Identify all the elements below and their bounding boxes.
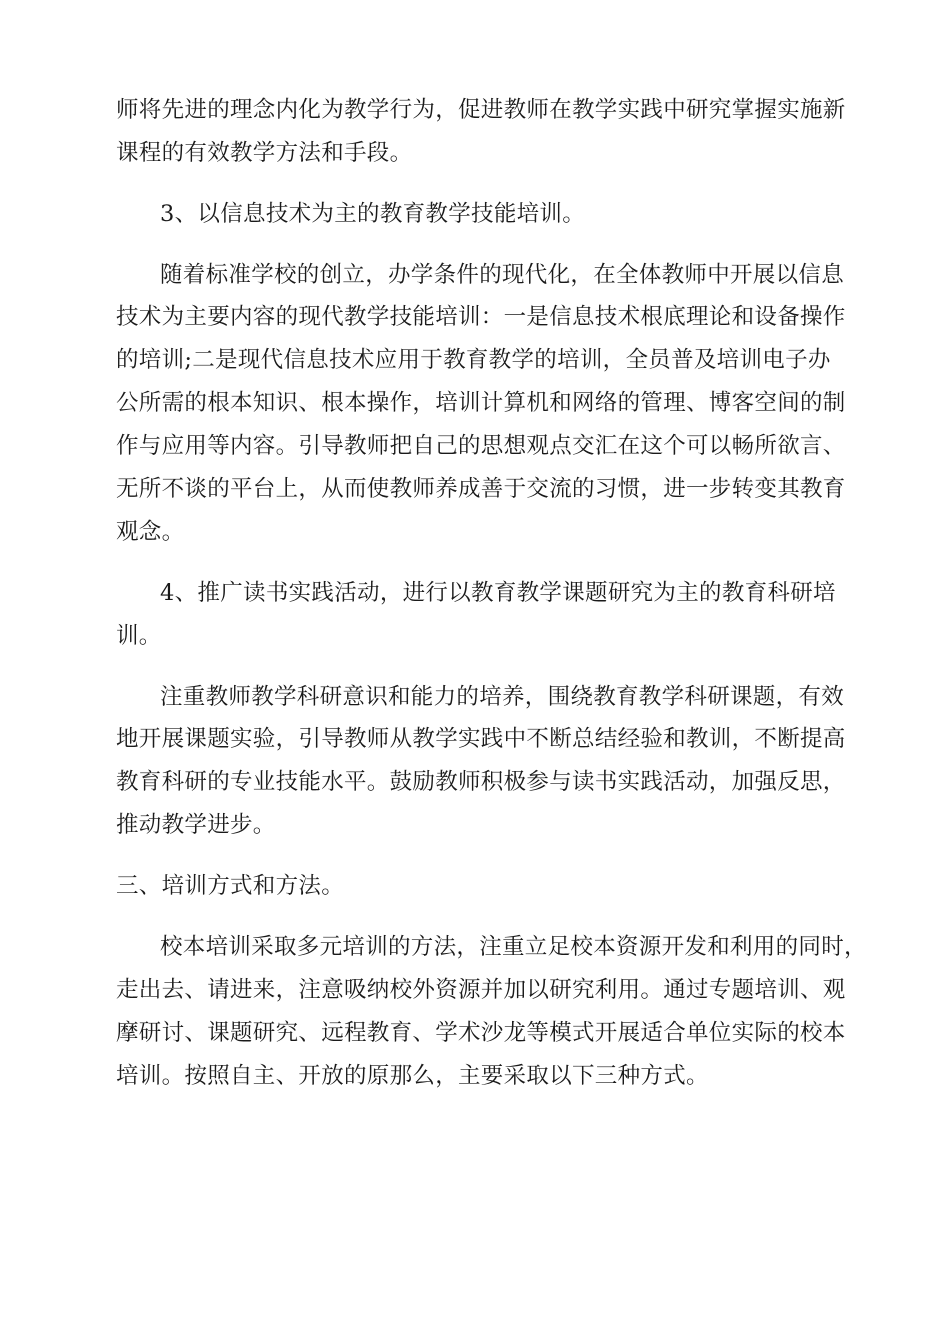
- text-line: 教育科研的专业技能水平。鼓励教师积极参与读书实践活动，加强反思，: [116, 769, 846, 795]
- text-line: 技术为主要内容的现代教学技能培训：一是信息技术根底理论和设备操作: [116, 304, 846, 330]
- section-heading: 4、推广读书实践活动，进行以教育教学课题研究为主的教育科研培: [160, 580, 836, 606]
- text-line: 作与应用等内容。引导教师把自己的思想观点交汇在这个可以畅所欲言、: [116, 433, 846, 459]
- text-line: 公所需的根本知识、根本操作，培训计算机和网络的管理、博客空间的制: [116, 390, 846, 416]
- section-heading: 3、以信息技术为主的教育教学技能培训。: [160, 201, 586, 227]
- text-line: 注重教师教学科研意识和能力的培养，围绕教育教学科研课题，有效: [160, 684, 845, 710]
- text-line: 走出去、请进来，注意吸纳校外资源并加以研究利用。通过专题培训、观: [116, 977, 846, 1003]
- text-line: 观念。: [116, 519, 185, 545]
- text-line: 随着标准学校的创立，办学条件的现代化，在全体教师中开展以信息: [160, 262, 845, 288]
- text-line: 培训。按照自主、开放的原那么，主要采取以下三种方式。: [116, 1063, 709, 1089]
- text-line: 课程的有效教学方法和手段。: [116, 140, 413, 166]
- text-line: 的培训;二是现代信息技术应用于教育教学的培训，全员普及培训电子办: [116, 347, 831, 373]
- text-line: 无所不谈的平台上，从而使教师养成善于交流的习惯，进一步转变其教育: [116, 476, 846, 502]
- text-line: 推动教学进步。: [116, 812, 276, 838]
- text-line: 摩研讨、课题研究、远程教育、学术沙龙等模式开展适合单位实际的校本: [116, 1020, 846, 1046]
- text-line: 地开展课题实验，引导教师从教学实践中不断总结经验和教训，不断提高: [116, 726, 846, 752]
- text-line: 校本培训采取多元培训的方法，注重立足校本资源开发和利用的同时，: [160, 934, 867, 960]
- section-heading: 三、培训方式和方法。: [116, 873, 345, 899]
- text-line: 师将先进的理念内化为教学行为，促进教师在教学实践中研究掌握实施新: [116, 97, 846, 123]
- text-line: 训。: [116, 623, 162, 649]
